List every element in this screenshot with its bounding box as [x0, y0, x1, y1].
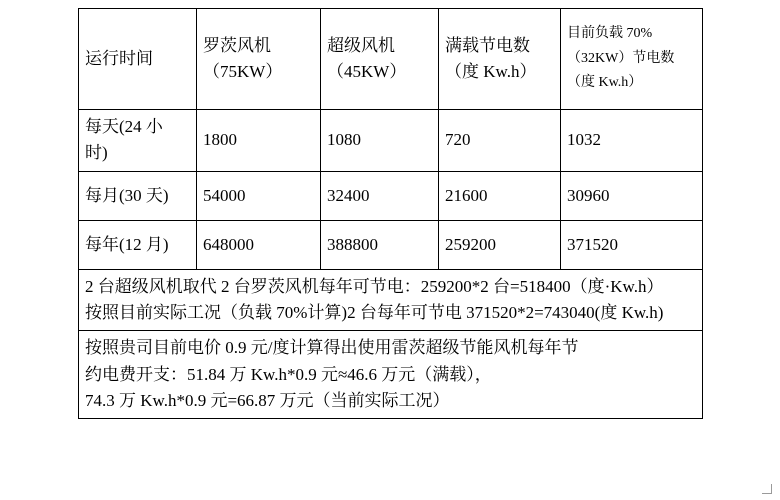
row-label-line: 每年(12 月) [85, 234, 169, 254]
row-label-line: 时) [85, 143, 108, 163]
cell-monthly-roots: 54000 [197, 171, 321, 220]
summary-line: 按照贵司目前电价 0.9 元/度计算得出使用雷茨超级节能风机每年节 [85, 338, 579, 358]
row-label-line: 每天(24 小 [85, 117, 163, 136]
header-line: 超级风机 [327, 35, 395, 55]
header-cell-super-blower [321, 9, 439, 110]
note-line: 按照目前实际工况（负载 70%计算)2 台每年可节电 371520*2=743040(度 Kw.h) [85, 303, 664, 323]
header-line: （75KW） [203, 62, 283, 81]
header-line: 运行时间 [85, 48, 153, 68]
header-line: （32KW）节电数 [567, 50, 675, 66]
cell-daily-super: 1080 [321, 110, 439, 172]
header-cell-runtime [79, 9, 197, 110]
cell-yearly-super: 388800 [321, 220, 439, 269]
header-line: （45KW） [327, 62, 407, 81]
header-line: 目前负载 70% [567, 26, 653, 42]
row-label-line: 每月(30 天) [85, 185, 169, 205]
header-line: （度 Kw.h） [445, 62, 537, 81]
energy-saving-table [78, 8, 703, 419]
cell-daily-current-load-saving: 1032 [561, 110, 703, 172]
cell-monthly-super: 32400 [321, 171, 439, 220]
table-summary-row [79, 331, 703, 419]
table-header-row [79, 9, 703, 110]
note-line: 2 台超级风机取代 2 台罗茨风机每年可节电：259200*2 台=518400（度·Kw.h） [85, 276, 664, 296]
energy-saving-table-wrapper [78, 8, 702, 419]
table-notes-row [79, 269, 703, 331]
row-label-monthly [79, 171, 197, 220]
cell-monthly-current-load-saving: 30960 [561, 171, 703, 220]
page-corner-mark [762, 484, 772, 494]
header-line: （度 Kw.h） [567, 75, 643, 91]
header-line: 满载节电数 [445, 35, 530, 55]
cell-daily-roots: 1800 [197, 110, 321, 172]
table-row [79, 220, 703, 269]
summary-line: 约电费开支：51.84 万 Kw.h*0.9 元≈46.6 万元（满载）， [85, 364, 492, 384]
cell-monthly-full-load-saving: 21600 [439, 171, 561, 220]
table-row [79, 171, 703, 220]
cell-yearly-roots: 648000 [197, 220, 321, 269]
header-cell-current-load-saving [561, 9, 703, 110]
header-cell-full-load-saving [439, 9, 561, 110]
notes-cell [79, 269, 703, 331]
table-row [79, 110, 703, 172]
cell-yearly-current-load-saving: 371520 [561, 220, 703, 269]
row-label-yearly [79, 220, 197, 269]
row-label-daily [79, 110, 197, 172]
header-cell-roots-blower [197, 9, 321, 110]
summary-line: 74.3 万 Kw.h*0.9 元=66.87 万元（当前实际工况） [85, 391, 450, 411]
cell-yearly-full-load-saving: 259200 [439, 220, 561, 269]
cell-daily-full-load-saving: 720 [439, 110, 561, 172]
header-line: 罗茨风机 [203, 35, 271, 55]
summary-cell [79, 331, 703, 419]
